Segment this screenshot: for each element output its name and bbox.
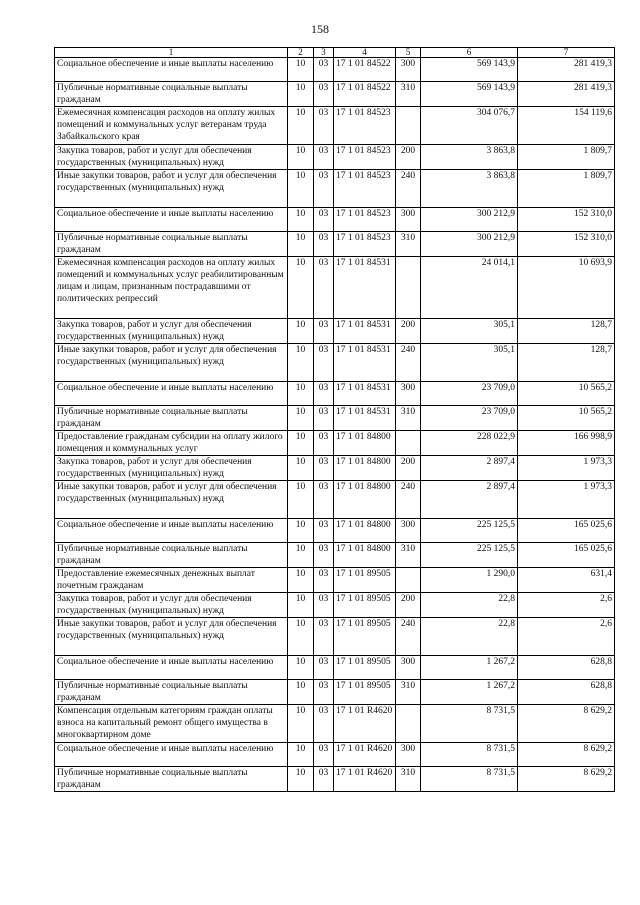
- row-name: Иные закупки товаров, работ и услуг для обеспечения государственных (муниципальных) нужд: [55, 481, 288, 519]
- budget-table: [54, 47, 615, 792]
- row-expense-type: 310: [396, 232, 421, 257]
- row-expense-type: 300: [396, 58, 421, 82]
- row-section: 10: [288, 145, 314, 170]
- row-target-code: 17 1 01 84800: [334, 519, 396, 543]
- row-expense-type: 200: [396, 456, 421, 481]
- row-subsection: 03: [314, 519, 334, 543]
- col-header-7: 7: [518, 48, 615, 58]
- row-subsection: 03: [314, 680, 334, 705]
- row-subsection: 03: [314, 705, 334, 743]
- row-name: Социальное обеспечение и иные выплаты населению: [55, 519, 288, 543]
- row-target-code: 17 1 01 84522: [334, 58, 396, 82]
- row-amount-col7: 10 565,2: [518, 406, 615, 431]
- row-target-code: 17 1 01 84800: [334, 543, 396, 568]
- row-subsection: 03: [314, 58, 334, 82]
- row-target-code: 17 1 01 89505: [334, 680, 396, 705]
- table-row: [55, 618, 615, 656]
- row-expense-type: [396, 107, 421, 145]
- row-amount-col7: 10 565,2: [518, 382, 615, 406]
- col-header-1: 1: [55, 48, 288, 58]
- row-amount-col6: 8 731,5: [421, 767, 518, 792]
- row-section: 10: [288, 58, 314, 82]
- row-target-code: 17 1 01 84523: [334, 208, 396, 232]
- table-row: [55, 543, 615, 568]
- table-row: [55, 568, 615, 593]
- row-target-code: 17 1 01 89505: [334, 593, 396, 618]
- row-section: 10: [288, 406, 314, 431]
- row-name: Закупка товаров, работ и услуг для обеспечения государственных (муниципальных) нужд: [55, 319, 288, 344]
- table-row: [55, 767, 615, 792]
- row-amount-col6: 3 863,8: [421, 145, 518, 170]
- row-amount-col7: 2,6: [518, 593, 615, 618]
- row-name: Социальное обеспечение и иные выплаты населению: [55, 743, 288, 767]
- row-expense-type: 310: [396, 406, 421, 431]
- row-target-code: 17 1 01 89505: [334, 568, 396, 593]
- row-subsection: 03: [314, 170, 334, 208]
- row-target-code: 17 1 01 84523: [334, 170, 396, 208]
- row-expense-type: [396, 705, 421, 743]
- row-expense-type: 310: [396, 82, 421, 107]
- row-amount-col6: 304 076,7: [421, 107, 518, 145]
- row-section: 10: [288, 232, 314, 257]
- row-section: 10: [288, 456, 314, 481]
- row-section: 10: [288, 82, 314, 107]
- table-row: [55, 743, 615, 767]
- table-row: [55, 705, 615, 743]
- header-row: [55, 48, 615, 58]
- row-section: 10: [288, 257, 314, 319]
- row-subsection: 03: [314, 568, 334, 593]
- row-name: Закупка товаров, работ и услуг для обеспечения государственных (муниципальных) нужд: [55, 593, 288, 618]
- table-row: [55, 107, 615, 145]
- row-amount-col7: 8 629,2: [518, 705, 615, 743]
- row-section: 10: [288, 519, 314, 543]
- row-expense-type: 240: [396, 618, 421, 656]
- row-name: Социальное обеспечение и иные выплаты населению: [55, 208, 288, 232]
- row-amount-col6: 3 863,8: [421, 170, 518, 208]
- row-target-code: 17 1 01 84800: [334, 431, 396, 456]
- row-name: Публичные нормативные социальные выплаты гражданам: [55, 767, 288, 792]
- row-name: Социальное обеспечение и иные выплаты населению: [55, 656, 288, 680]
- row-subsection: 03: [314, 382, 334, 406]
- row-name: Иные закупки товаров, работ и услуг для обеспечения государственных (муниципальных) нужд: [55, 618, 288, 656]
- table-row: [55, 170, 615, 208]
- row-amount-col6: 8 731,5: [421, 705, 518, 743]
- row-amount-col6: 1 267,2: [421, 680, 518, 705]
- row-amount-col7: 166 998,9: [518, 431, 615, 456]
- row-subsection: 03: [314, 107, 334, 145]
- row-name: Предоставление ежемесячных денежных выплат почетным гражданам: [55, 568, 288, 593]
- table-row: [55, 82, 615, 107]
- row-amount-col6: 305,1: [421, 344, 518, 382]
- row-target-code: 17 1 01 R4620: [334, 767, 396, 792]
- row-target-code: 17 1 01 R4620: [334, 705, 396, 743]
- row-name: Публичные нормативные социальные выплаты гражданам: [55, 232, 288, 257]
- row-amount-col7: 165 025,6: [518, 519, 615, 543]
- table-row: [55, 344, 615, 382]
- row-target-code: 17 1 01 R4620: [334, 743, 396, 767]
- row-name: Иные закупки товаров, работ и услуг для обеспечения государственных (муниципальных) нужд: [55, 170, 288, 208]
- row-section: 10: [288, 107, 314, 145]
- row-amount-col7: 631,4: [518, 568, 615, 593]
- row-amount-col6: 2 897,4: [421, 456, 518, 481]
- row-amount-col7: 628,8: [518, 680, 615, 705]
- row-expense-type: 240: [396, 344, 421, 382]
- row-target-code: 17 1 01 84800: [334, 456, 396, 481]
- row-expense-type: 200: [396, 319, 421, 344]
- row-expense-type: 300: [396, 519, 421, 543]
- row-section: 10: [288, 344, 314, 382]
- row-amount-col6: 22,8: [421, 593, 518, 618]
- table-row: [55, 319, 615, 344]
- row-subsection: 03: [314, 543, 334, 568]
- table-row: [55, 431, 615, 456]
- row-amount-col7: 152 310,0: [518, 208, 615, 232]
- row-section: 10: [288, 431, 314, 456]
- row-amount-col6: 305,1: [421, 319, 518, 344]
- row-name: Закупка товаров, работ и услуг для обеспечения государственных (муниципальных) нужд: [55, 145, 288, 170]
- row-expense-type: 300: [396, 656, 421, 680]
- row-name: Социальное обеспечение и иные выплаты населению: [55, 382, 288, 406]
- row-target-code: 17 1 01 89505: [334, 656, 396, 680]
- row-name: Закупка товаров, работ и услуг для обеспечения государственных (муниципальных) нужд: [55, 456, 288, 481]
- row-section: 10: [288, 680, 314, 705]
- row-amount-col6: 569 143,9: [421, 82, 518, 107]
- row-section: 10: [288, 743, 314, 767]
- row-subsection: 03: [314, 208, 334, 232]
- row-section: 10: [288, 170, 314, 208]
- col-header-5: 5: [396, 48, 421, 58]
- row-amount-col6: 228 022,9: [421, 431, 518, 456]
- row-amount-col6: 225 125,5: [421, 543, 518, 568]
- row-amount-col7: 1 809,7: [518, 145, 615, 170]
- row-expense-type: [396, 568, 421, 593]
- row-subsection: 03: [314, 656, 334, 680]
- row-subsection: 03: [314, 406, 334, 431]
- row-expense-type: 300: [396, 208, 421, 232]
- row-subsection: 03: [314, 145, 334, 170]
- row-section: 10: [288, 319, 314, 344]
- row-section: 10: [288, 543, 314, 568]
- row-target-code: 17 1 01 84531: [334, 344, 396, 382]
- row-name: Иные закупки товаров, работ и услуг для обеспечения государственных (муниципальных) нужд: [55, 344, 288, 382]
- row-target-code: 17 1 01 84522: [334, 82, 396, 107]
- row-expense-type: 300: [396, 382, 421, 406]
- row-amount-col7: 128,7: [518, 319, 615, 344]
- row-section: 10: [288, 767, 314, 792]
- row-target-code: 17 1 01 84523: [334, 145, 396, 170]
- page-number: 158: [311, 22, 329, 36]
- table-row: [55, 232, 615, 257]
- row-amount-col7: 1 809,7: [518, 170, 615, 208]
- row-amount-col6: 2 897,4: [421, 481, 518, 519]
- table-row: [55, 456, 615, 481]
- row-section: 10: [288, 208, 314, 232]
- row-amount-col6: 23 709,0: [421, 382, 518, 406]
- row-expense-type: 310: [396, 767, 421, 792]
- row-section: 10: [288, 618, 314, 656]
- row-amount-col7: 10 693,9: [518, 257, 615, 319]
- row-target-code: 17 1 01 84531: [334, 319, 396, 344]
- row-amount-col6: 8 731,5: [421, 743, 518, 767]
- row-amount-col6: 225 125,5: [421, 519, 518, 543]
- row-expense-type: 240: [396, 481, 421, 519]
- row-subsection: 03: [314, 232, 334, 257]
- row-subsection: 03: [314, 319, 334, 344]
- row-target-code: 17 1 01 84523: [334, 107, 396, 145]
- row-amount-col6: 569 143,9: [421, 58, 518, 82]
- col-header-6: 6: [421, 48, 518, 58]
- row-target-code: 17 1 01 84531: [334, 406, 396, 431]
- row-amount-col7: 8 629,2: [518, 767, 615, 792]
- row-subsection: 03: [314, 481, 334, 519]
- row-amount-col7: 154 119,6: [518, 107, 615, 145]
- table-body: [55, 58, 615, 792]
- row-name: Публичные нормативные социальные выплаты гражданам: [55, 82, 288, 107]
- table-row: [55, 406, 615, 431]
- table-row: [55, 593, 615, 618]
- row-expense-type: [396, 257, 421, 319]
- row-amount-col6: 1 290,0: [421, 568, 518, 593]
- row-amount-col6: 300 212,9: [421, 232, 518, 257]
- row-subsection: 03: [314, 767, 334, 792]
- row-subsection: 03: [314, 618, 334, 656]
- row-subsection: 03: [314, 344, 334, 382]
- row-expense-type: 310: [396, 543, 421, 568]
- row-name: Компенсация отдельным категориям граждан оплаты взноса на капитальный ремонт общего имущества в многоквартирном доме: [55, 705, 288, 743]
- row-target-code: 17 1 01 84531: [334, 382, 396, 406]
- row-expense-type: 200: [396, 593, 421, 618]
- row-subsection: 03: [314, 456, 334, 481]
- row-expense-type: 310: [396, 680, 421, 705]
- row-name: Предоставление гражданам субсидии на оплату жилого помещения и коммунальных услуг: [55, 431, 288, 456]
- row-expense-type: 240: [396, 170, 421, 208]
- row-section: 10: [288, 705, 314, 743]
- row-expense-type: 200: [396, 145, 421, 170]
- row-amount-col7: 2,6: [518, 618, 615, 656]
- table-row: [55, 257, 615, 319]
- row-expense-type: 300: [396, 743, 421, 767]
- row-name: Ежемесячная компенсация расходов на оплату жилых помещений и коммунальных услуг реабилитированным лицам и лицам, признанным пострадавшими от политических репрессий: [55, 257, 288, 319]
- table-row: [55, 58, 615, 82]
- col-header-3: 3: [314, 48, 334, 58]
- row-amount-col7: 8 629,2: [518, 743, 615, 767]
- row-section: 10: [288, 382, 314, 406]
- row-amount-col6: 300 212,9: [421, 208, 518, 232]
- row-target-code: 17 1 01 84531: [334, 257, 396, 319]
- row-amount-col7: 152 310,0: [518, 232, 615, 257]
- row-subsection: 03: [314, 743, 334, 767]
- col-header-4: 4: [334, 48, 396, 58]
- row-amount-col7: 128,7: [518, 344, 615, 382]
- row-amount-col7: 165 025,6: [518, 543, 615, 568]
- row-name: Публичные нормативные социальные выплаты гражданам: [55, 543, 288, 568]
- table-row: [55, 656, 615, 680]
- row-name: Публичные нормативные социальные выплаты гражданам: [55, 680, 288, 705]
- row-name: Публичные нормативные социальные выплаты гражданам: [55, 406, 288, 431]
- row-amount-col6: 23 709,0: [421, 406, 518, 431]
- row-amount-col7: 281 419,3: [518, 58, 615, 82]
- row-name: Ежемесячная компенсация расходов на оплату жилых помещений и коммунальных услуг ветеранам труда Забайкальского края: [55, 107, 288, 145]
- row-amount-col7: 628,8: [518, 656, 615, 680]
- table-row: [55, 481, 615, 519]
- row-expense-type: [396, 431, 421, 456]
- row-subsection: 03: [314, 431, 334, 456]
- table-row: [55, 382, 615, 406]
- row-section: 10: [288, 656, 314, 680]
- row-name: Социальное обеспечение и иные выплаты населению: [55, 58, 288, 82]
- table-row: [55, 208, 615, 232]
- row-amount-col7: 1 973,3: [518, 456, 615, 481]
- col-header-2: 2: [288, 48, 314, 58]
- table-row: [55, 519, 615, 543]
- row-target-code: 17 1 01 84800: [334, 481, 396, 519]
- row-subsection: 03: [314, 82, 334, 107]
- row-section: 10: [288, 481, 314, 519]
- row-subsection: 03: [314, 593, 334, 618]
- row-amount-col6: 22,8: [421, 618, 518, 656]
- row-amount-col7: 1 973,3: [518, 481, 615, 519]
- table-row: [55, 680, 615, 705]
- row-target-code: 17 1 01 89505: [334, 618, 396, 656]
- row-amount-col6: 1 267,2: [421, 656, 518, 680]
- row-section: 10: [288, 593, 314, 618]
- row-target-code: 17 1 01 84523: [334, 232, 396, 257]
- table-row: [55, 145, 615, 170]
- row-subsection: 03: [314, 257, 334, 319]
- row-amount-col7: 281 419,3: [518, 82, 615, 107]
- row-section: 10: [288, 568, 314, 593]
- row-amount-col6: 24 014,1: [421, 257, 518, 319]
